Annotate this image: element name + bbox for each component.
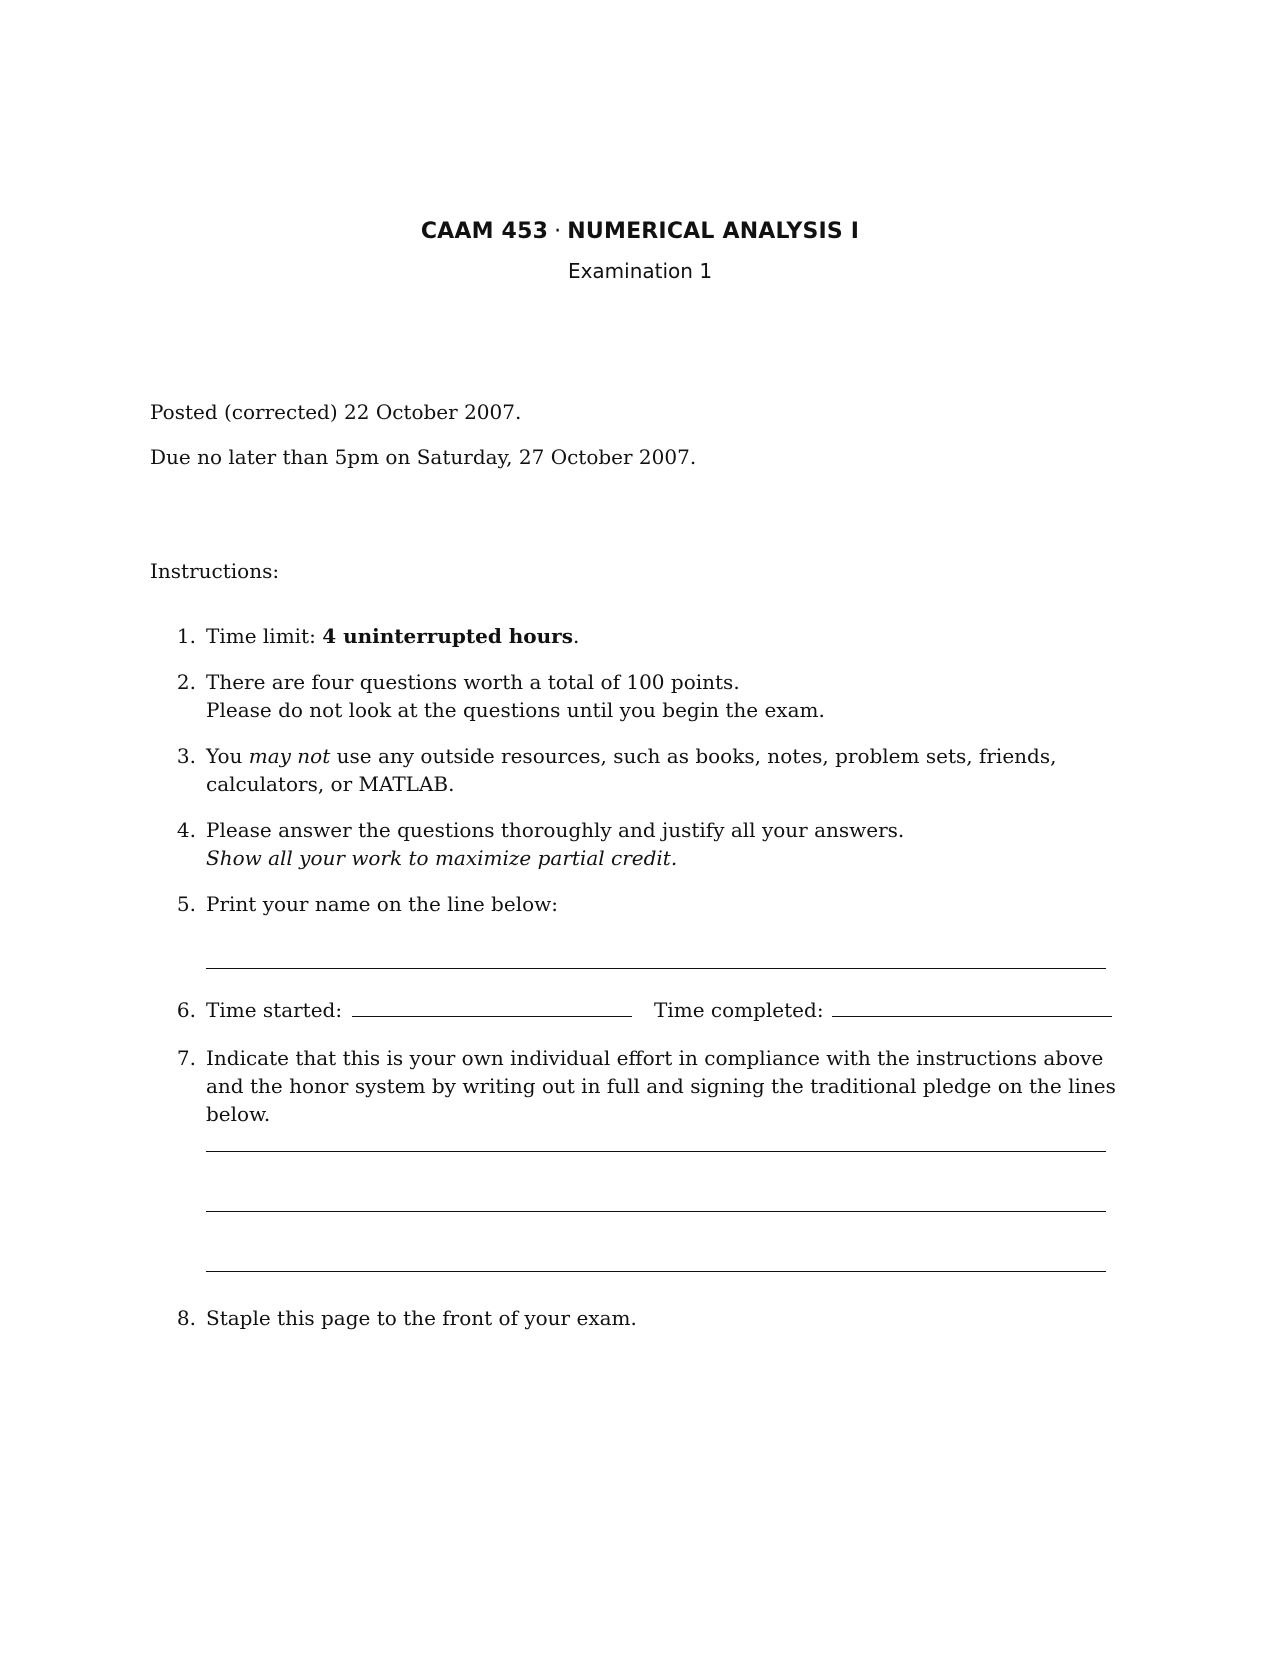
item-number: 6. [176, 998, 196, 1022]
course-name: NUMERICAL ANALYSIS I [567, 219, 860, 244]
time-completed-line[interactable] [832, 1016, 1112, 1017]
item-line: Please answer the questions thoroughly and justify all your answers. [206, 818, 905, 842]
instruction-item-8 [168, 1304, 1128, 1332]
pledge-line[interactable] [206, 1151, 1106, 1152]
item-number: 3. [176, 744, 196, 768]
title-separator: · [554, 219, 562, 244]
posted-date: Posted (corrected) 22 October 2007. [150, 400, 522, 424]
instruction-item-5 [168, 890, 1128, 918]
time-limit-period: . [572, 624, 580, 648]
instruction-item-3 [168, 742, 1128, 798]
item-number: 2. [176, 670, 196, 694]
item-number: 7. [176, 1046, 196, 1070]
title-block [0, 218, 1280, 284]
time-started-line[interactable] [352, 1016, 632, 1017]
item-number: 5. [176, 892, 196, 916]
course-code: CAAM 453 [420, 219, 549, 244]
item-number: 4. [176, 818, 196, 842]
item-text [206, 816, 1128, 872]
due-date: Due no later than 5pm on Saturday, 27 October 2007. [150, 445, 697, 469]
instruction-item-1 [168, 622, 1128, 650]
course-title [0, 218, 1280, 246]
name-line[interactable] [206, 968, 1106, 969]
item-text [206, 742, 1128, 798]
item-text [206, 668, 1128, 724]
item-number: 1. [176, 624, 196, 648]
instruction-item-7 [168, 1044, 1128, 1128]
time-started-label: Time started: [206, 998, 343, 1022]
partial-credit-note: Show all your work to maximize partial credit. [206, 846, 678, 870]
time-limit-label: Time limit: [206, 624, 323, 648]
item-line: There are four questions worth a total of 100 points. [206, 670, 740, 694]
item-text-part: use any outside resources, such as books, notes, problem sets, friends, calculators, or MATLAB. [206, 744, 1057, 796]
time-row [168, 996, 1168, 1024]
pledge-line[interactable] [206, 1271, 1106, 1272]
item-text: Staple this page to the front of your exam. [206, 1306, 637, 1330]
instruction-item-2 [168, 668, 1128, 724]
emphasis-may-not: may not [248, 744, 331, 768]
time-completed-label: Time completed: [654, 998, 824, 1022]
item-text [206, 622, 1128, 650]
item-line-italic [206, 844, 1128, 872]
item-text: Print your name on the line below: [206, 892, 558, 916]
time-limit-value: 4 uninterrupted hours [322, 624, 573, 648]
exam-subtitle: Examination 1 [567, 259, 713, 283]
instruction-item-4 [168, 816, 1128, 872]
item-line: Please do not look at the questions until you begin the exam. [206, 698, 825, 722]
pledge-line[interactable] [206, 1211, 1106, 1212]
item-text: Indicate that this is your own individual effort in compliance with the instructions above and the honor system by writing out in full and signing the traditional pledge on the lines below. [206, 1046, 1116, 1126]
instructions-heading: Instructions: [150, 559, 280, 583]
item-text-part: You [206, 744, 249, 768]
item-number: 8. [176, 1306, 196, 1330]
